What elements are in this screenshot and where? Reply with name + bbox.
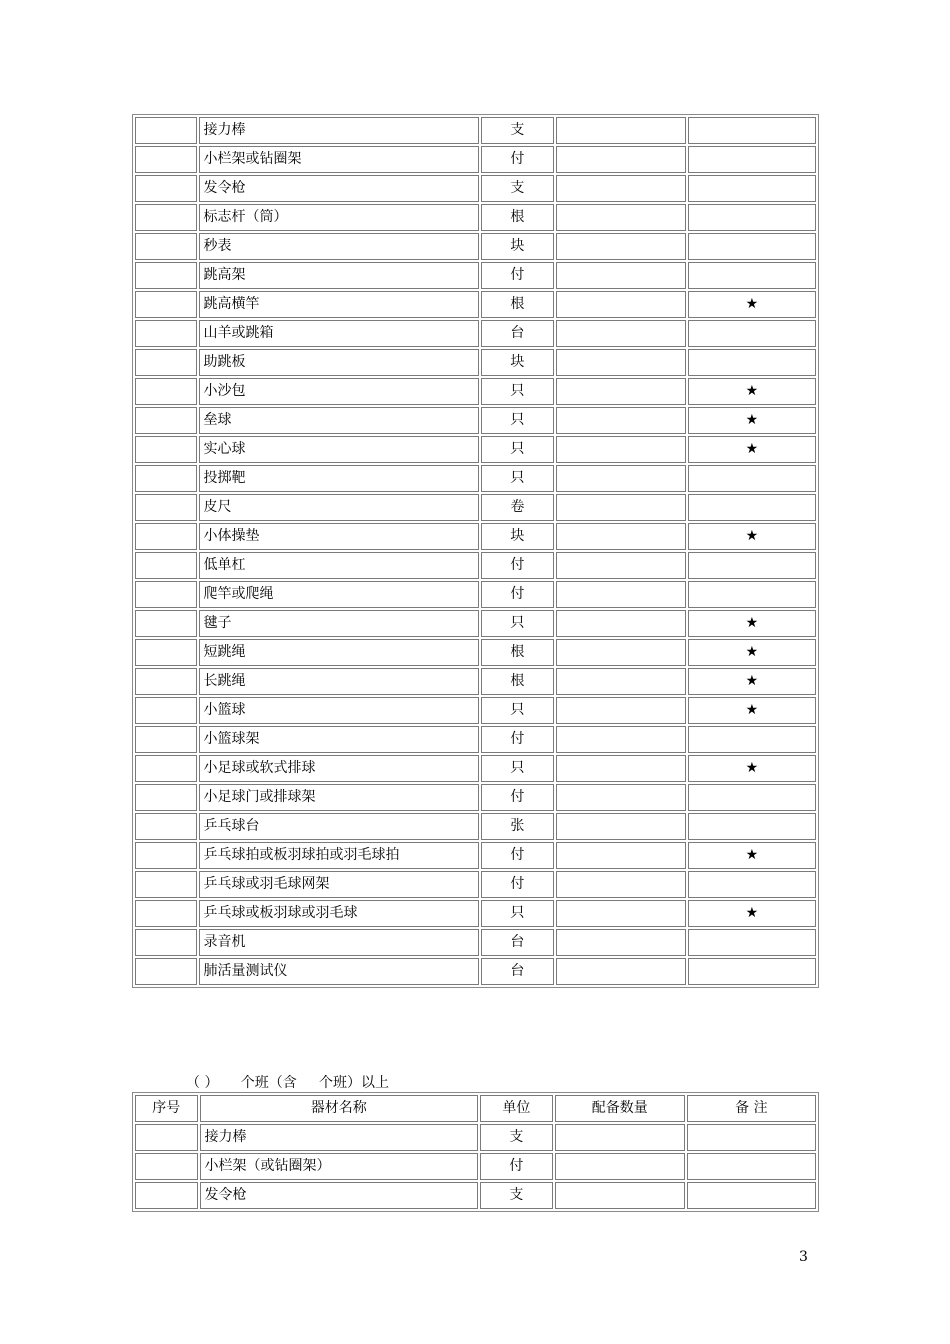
cell-note: ★: [688, 407, 816, 434]
table-row: [135, 262, 816, 289]
table-row: [135, 726, 816, 753]
cell-qty: [556, 929, 686, 956]
cell-no: [135, 117, 197, 144]
cell-unit: 付: [481, 146, 554, 173]
cell-name: 标志杆（筒）: [199, 204, 480, 231]
cell-unit: 块: [481, 349, 554, 376]
cell-no: [135, 262, 197, 289]
cell-name: 接力棒: [200, 1124, 478, 1151]
cell-unit: 根: [481, 639, 554, 666]
cell-name: 小栏架或钻圈架: [199, 146, 480, 173]
cell-qty: [556, 204, 686, 231]
cell-no: [135, 1124, 198, 1151]
cell-qty: [556, 523, 686, 550]
page-number: 3: [799, 1249, 808, 1265]
cell-note: [687, 1124, 816, 1151]
cell-qty: [556, 117, 686, 144]
equipment-table-2: [132, 1092, 819, 1212]
table-row: [135, 610, 816, 637]
cell-no: [135, 639, 197, 666]
cell-unit: 付: [481, 552, 554, 579]
cell-name: 跳高横竿: [199, 291, 480, 318]
section-caption: （ ） 个班（含 个班）以上: [186, 1075, 389, 1091]
cell-name: 山羊或跳箱: [199, 320, 480, 347]
cell-qty: [555, 1124, 685, 1151]
cell-no: [135, 233, 197, 260]
cell-note: [688, 552, 816, 579]
cell-note: [687, 1182, 816, 1209]
cell-unit: 只: [481, 436, 554, 463]
cell-no: [135, 291, 197, 318]
cell-unit: 根: [481, 291, 554, 318]
cell-unit: 只: [481, 697, 554, 724]
cell-note: ★: [688, 697, 816, 724]
cell-note: ★: [688, 378, 816, 405]
cell-qty: [556, 349, 686, 376]
cell-no: [135, 958, 197, 985]
cell-no: [135, 523, 197, 550]
table-row: [135, 320, 816, 347]
cell-no: [135, 755, 197, 782]
cell-unit: 付: [481, 871, 554, 898]
cell-unit: 支: [481, 175, 554, 202]
cell-unit: 只: [481, 465, 554, 492]
cell-note: ★: [688, 436, 816, 463]
cell-qty: [556, 639, 686, 666]
cell-no: [135, 349, 197, 376]
cell-no: [135, 929, 197, 956]
cell-qty: [556, 610, 686, 637]
header-no: 序号: [135, 1095, 198, 1122]
cell-qty: [556, 784, 686, 811]
table-row: [135, 958, 816, 985]
cell-name: 投掷靶: [199, 465, 480, 492]
cell-name: 乒乓球台: [199, 813, 480, 840]
cell-no: [135, 407, 197, 434]
header-note: 备 注: [687, 1095, 816, 1122]
cell-unit: 根: [481, 204, 554, 231]
cell-unit: 付: [481, 262, 554, 289]
cell-unit: 只: [481, 407, 554, 434]
cell-qty: [556, 465, 686, 492]
cell-unit: 付: [480, 1153, 553, 1180]
cell-qty: [556, 871, 686, 898]
header-qty: 配备数量: [555, 1095, 685, 1122]
cell-qty: [556, 175, 686, 202]
cell-name: 跳高架: [199, 262, 480, 289]
cell-qty: [556, 755, 686, 782]
table-row: [135, 233, 816, 260]
cell-no: [135, 465, 197, 492]
cell-name: 小沙包: [199, 378, 480, 405]
cell-qty: [556, 581, 686, 608]
cell-name: 小足球门或排球架: [199, 784, 480, 811]
cell-note: [687, 1153, 816, 1180]
cell-no: [135, 146, 197, 173]
cell-qty: [556, 262, 686, 289]
cell-no: [135, 378, 197, 405]
cell-name: 接力棒: [199, 117, 480, 144]
cell-name: 乒乓球或羽毛球网架: [199, 871, 480, 898]
cell-qty: [556, 697, 686, 724]
table-row: [135, 552, 816, 579]
cell-name: 实心球: [199, 436, 480, 463]
cell-no: [135, 842, 197, 869]
cell-no: [135, 1182, 198, 1209]
cell-no: [135, 320, 197, 347]
cell-note: [688, 494, 816, 521]
cell-unit: 张: [481, 813, 554, 840]
equipment-table-1: [132, 114, 819, 988]
cell-note: [688, 465, 816, 492]
cell-no: [135, 494, 197, 521]
cell-no: [135, 175, 197, 202]
table-row: [135, 668, 816, 695]
cell-no: [135, 784, 197, 811]
cell-no: [135, 900, 197, 927]
cell-name: 垒球: [199, 407, 480, 434]
cell-name: 肺活量测试仪: [199, 958, 480, 985]
cell-unit: 支: [480, 1182, 553, 1209]
cell-no: [135, 871, 197, 898]
cell-unit: 只: [481, 378, 554, 405]
cell-unit: 支: [481, 117, 554, 144]
cell-no: [135, 204, 197, 231]
table-row: [135, 349, 816, 376]
cell-qty: [556, 958, 686, 985]
cell-name: 小足球或软式排球: [199, 755, 480, 782]
table-row: [135, 291, 816, 318]
header-unit: 单位: [480, 1095, 553, 1122]
table-row: [135, 639, 816, 666]
header-name: 器材名称: [200, 1095, 478, 1122]
table-row: [135, 1182, 816, 1209]
cell-no: [135, 581, 197, 608]
cell-name: 低单杠: [199, 552, 480, 579]
cell-unit: 根: [481, 668, 554, 695]
cell-name: 乒乓球拍或板羽球拍或羽毛球拍: [199, 842, 480, 869]
cell-note: [688, 262, 816, 289]
cell-unit: 台: [481, 958, 554, 985]
cell-qty: [556, 291, 686, 318]
cell-note: ★: [688, 639, 816, 666]
cell-name: 录音机: [199, 929, 480, 956]
cell-unit: 付: [481, 842, 554, 869]
equipment-table-1-body: [135, 117, 816, 985]
cell-qty: [556, 407, 686, 434]
table-row: [135, 755, 816, 782]
cell-unit: 只: [481, 610, 554, 637]
cell-note: [688, 175, 816, 202]
cell-qty: [555, 1182, 685, 1209]
cell-qty: [556, 146, 686, 173]
cell-qty: [556, 552, 686, 579]
cell-note: [688, 871, 816, 898]
cell-note: [688, 146, 816, 173]
cell-unit: 只: [481, 900, 554, 927]
cell-note: ★: [688, 523, 816, 550]
cell-name: 短跳绳: [199, 639, 480, 666]
table-row: [135, 465, 816, 492]
cell-note: [688, 349, 816, 376]
cell-note: [688, 233, 816, 260]
table-row: [135, 581, 816, 608]
table-row: [135, 523, 816, 550]
cell-note: [688, 320, 816, 347]
table-row: [135, 697, 816, 724]
cell-unit: 支: [480, 1124, 553, 1151]
cell-note: ★: [688, 668, 816, 695]
cell-name: 发令枪: [200, 1182, 478, 1209]
table-row: [135, 813, 816, 840]
cell-note: [688, 813, 816, 840]
cell-no: [135, 697, 197, 724]
table-row: [135, 494, 816, 521]
table-row: [135, 146, 816, 173]
table-row: [135, 1153, 816, 1180]
cell-name: 皮尺: [199, 494, 480, 521]
table-row: [135, 842, 816, 869]
cell-note: [688, 929, 816, 956]
cell-no: [135, 552, 197, 579]
cell-name: 发令枪: [199, 175, 480, 202]
cell-unit: 台: [481, 929, 554, 956]
cell-note: [688, 726, 816, 753]
cell-no: [135, 610, 197, 637]
cell-unit: 块: [481, 233, 554, 260]
cell-qty: [556, 233, 686, 260]
cell-note: ★: [688, 900, 816, 927]
cell-note: [688, 117, 816, 144]
cell-no: [135, 668, 197, 695]
cell-name: 小栏架（或钻圈架）: [200, 1153, 478, 1180]
cell-note: ★: [688, 842, 816, 869]
table-row: [135, 378, 816, 405]
cell-name: 小篮球: [199, 697, 480, 724]
cell-unit: 付: [481, 726, 554, 753]
cell-unit: 卷: [481, 494, 554, 521]
cell-name: 助跳板: [199, 349, 480, 376]
cell-no: [135, 813, 197, 840]
cell-qty: [556, 900, 686, 927]
equipment-table-2-body: [135, 1124, 816, 1209]
cell-note: ★: [688, 291, 816, 318]
table-row: [135, 784, 816, 811]
cell-name: 长跳绳: [199, 668, 480, 695]
cell-note: ★: [688, 610, 816, 637]
cell-unit: 只: [481, 755, 554, 782]
cell-no: [135, 726, 197, 753]
table-row: [135, 204, 816, 231]
cell-qty: [556, 436, 686, 463]
cell-qty: [556, 668, 686, 695]
cell-qty: [556, 378, 686, 405]
cell-qty: [555, 1153, 685, 1180]
cell-name: 小篮球架: [199, 726, 480, 753]
cell-unit: 付: [481, 784, 554, 811]
table-header-row: [135, 1095, 816, 1122]
table-row: [135, 871, 816, 898]
cell-note: [688, 958, 816, 985]
table-row: [135, 117, 816, 144]
table-row: [135, 929, 816, 956]
cell-no: [135, 1153, 198, 1180]
cell-unit: 块: [481, 523, 554, 550]
cell-name: 毽子: [199, 610, 480, 637]
cell-qty: [556, 842, 686, 869]
cell-name: 乒乓球或板羽球或羽毛球: [199, 900, 480, 927]
cell-qty: [556, 320, 686, 347]
table-row: [135, 175, 816, 202]
cell-unit: 台: [481, 320, 554, 347]
table-row: [135, 407, 816, 434]
table-row: [135, 436, 816, 463]
cell-name: 小体操垫: [199, 523, 480, 550]
cell-name: 爬竿或爬绳: [199, 581, 480, 608]
cell-qty: [556, 494, 686, 521]
cell-qty: [556, 813, 686, 840]
cell-note: [688, 784, 816, 811]
cell-note: [688, 581, 816, 608]
cell-unit: 付: [481, 581, 554, 608]
cell-qty: [556, 726, 686, 753]
table-row: [135, 1124, 816, 1151]
table-row: [135, 900, 816, 927]
cell-no: [135, 436, 197, 463]
cell-note: [688, 204, 816, 231]
cell-note: ★: [688, 755, 816, 782]
cell-name: 秒表: [199, 233, 480, 260]
